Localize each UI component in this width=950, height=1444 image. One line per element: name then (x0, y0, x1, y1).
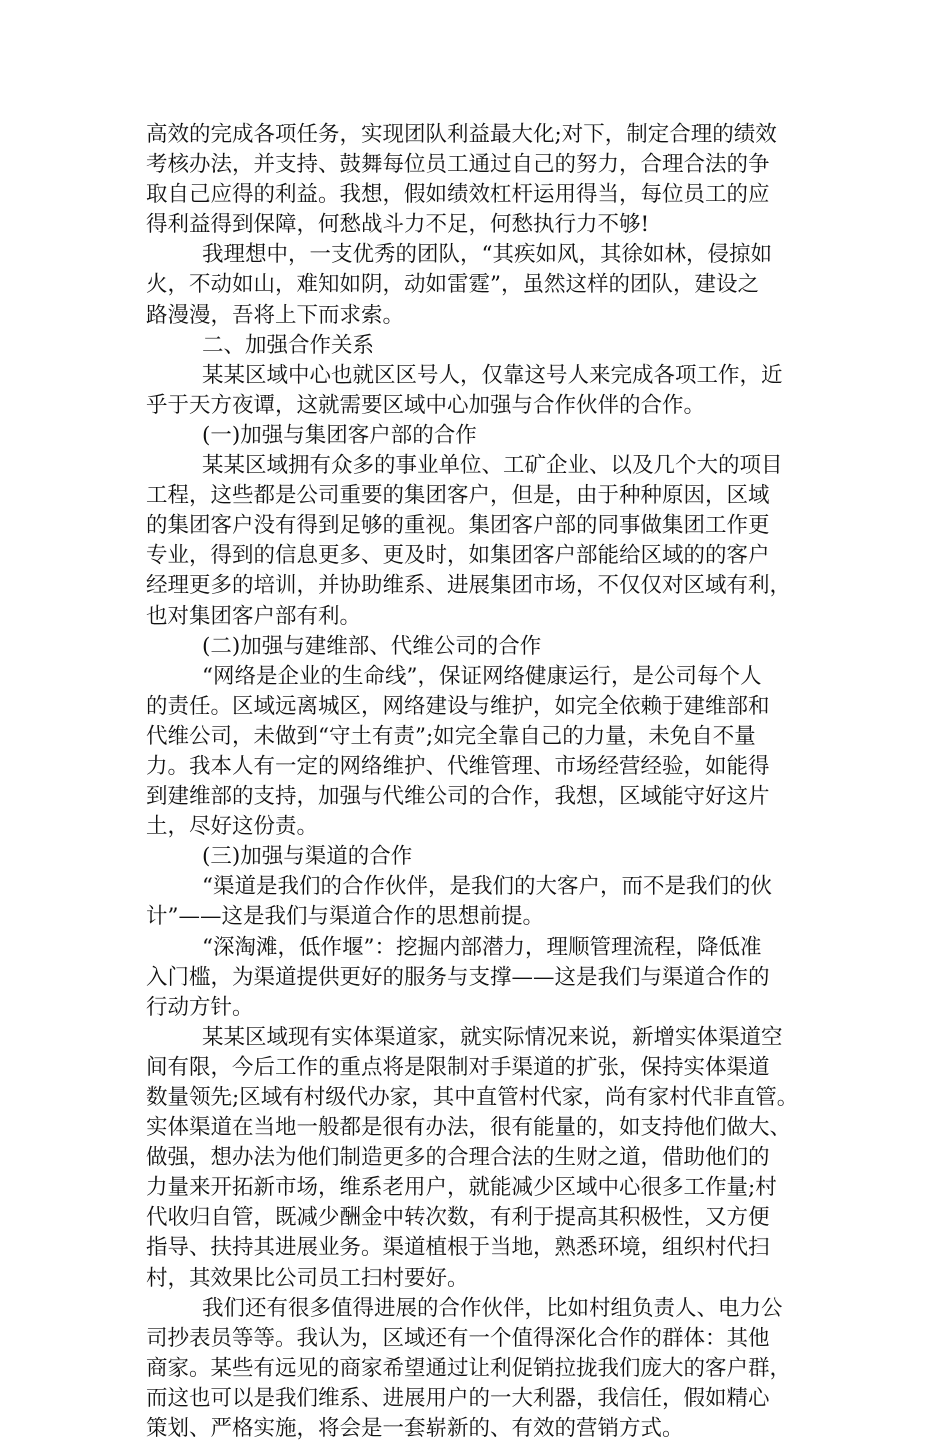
text-line: 工程，这些都是公司重要的集团客户，但是，由于种种原因，区域 (146, 483, 770, 509)
text-line: 的责任。区域远离城区，网络建设与维护，如完全依赖于建维部和 (146, 693, 770, 719)
document-body (146, 120, 820, 1444)
text-line: “深淘滩，低作堰”：挖掘内部潜力，理顺管理流程，降低准 (202, 934, 762, 960)
text-line: 商家。某些有远见的商家希望通过让利促销拉拢我们庞大的客户群， (146, 1355, 792, 1381)
text-line: 计”——这是我们与渠道合作的思想前提。 (146, 904, 544, 930)
text-line: 得利益得到保障，何愁战斗力不足，何愁执行力不够! (146, 212, 650, 238)
text-line: 力量来开拓新市场，维系老用户，就能减少区域中心很多工作量;村 (146, 1175, 777, 1201)
text-line: 考核办法，并支持、鼓舞每位员工通过自己的努力，合理合法的争 (146, 152, 770, 178)
text-line: 某某区域现有实体渠道家，就实际情况来说，新增实体渠道空 (202, 1024, 783, 1050)
text-line: 间有限，今后工作的重点将是限制对手渠道的扩张，保持实体渠道 (146, 1054, 770, 1080)
text-line: 策划、严格实施，将会是一套崭新的、有效的营销方式。 (146, 1416, 684, 1442)
text-line: “网络是企业的生命线”，保证网络健康运行，是公司每个人 (202, 663, 762, 689)
text-line: 经理更多的培训，并协助维系、进展集团市场，不仅仅对区域有利， (146, 573, 792, 599)
text-line: 司抄表员等等。我认为，区域还有一个值得深化合作的群体：其他 (146, 1325, 770, 1351)
text-line: 高效的完成各项任务，实现团队利益最大化;对下，制定合理的绩效 (146, 122, 777, 147)
text-line: “渠道是我们的合作伙伴，是我们的大客户，而不是我们的伙 (202, 874, 772, 900)
text-line: 入门槛，为渠道提供更好的服务与支撑——这是我们与渠道合作的 (146, 964, 770, 990)
text-line: 行动方针。 (146, 994, 254, 1020)
text-line: 村，其效果比公司员工扫村要好。 (146, 1265, 469, 1291)
text-line: 专业，得到的信息更多、更及时，如集团客户部能给区域的的客户 (146, 543, 770, 569)
text-line: 也对集团客户部有利。 (146, 603, 362, 629)
text-line: 做强，想办法为他们制造更多的合理合法的生财之道，借助他们的 (146, 1145, 770, 1171)
text-line: 某某区域拥有众多的事业单位、工矿企业、以及几个大的项目 (202, 453, 783, 479)
text-line: 火，不动如山，难知如阴，动如雷霆”，虽然这样的团队，建设之 (146, 272, 759, 298)
text-line: 我们还有很多值得进展的合作伙伴，比如村组负责人、电力公 (202, 1295, 783, 1321)
text-line: 指导、扶持其进展业务。渠道植根于当地，熟悉环境，组织村代扫 (146, 1235, 770, 1261)
text-line: 代维公司，未做到“守土有责”;如完全靠自己的力量，未免自不量 (146, 723, 756, 749)
text-line: 实体渠道在当地一般都是很有办法，很有能量的，如支持他们做大、 (146, 1115, 792, 1141)
text-line: 而这也可以是我们维系、进展用户的一大利器，我信任，假如精心 (146, 1385, 770, 1411)
text-line: 二、加强合作关系 (202, 332, 375, 358)
text-line: 的集团客户没有得到足够的重视。集团客户部的同事做集团工作更 (146, 513, 770, 539)
text-line: 取自己应得的利益。我想，假如绩效杠杆运用得当，每位员工的应 (146, 182, 770, 208)
text-line: 数量领先;区域有村级代办家，其中直管村代家，尚有家村代非直管。 (146, 1085, 799, 1110)
text-line: (二)加强与建维部、代维公司的合作 (202, 633, 542, 659)
text-line: 土，尽好这份责。 (146, 814, 319, 840)
text-line: 路漫漫，吾将上下而求索。 (146, 302, 405, 328)
text-line: 到建维部的支持，加强与代维公司的合作，我想，区域能守好这片 (146, 784, 770, 810)
text-line: 乎于天方夜谭，这就需要区域中心加强与合作伙伴的合作。 (146, 392, 706, 418)
text-line: 力。我本人有一定的网络维护、代维管理、市场经营经验，如能得 (146, 753, 770, 779)
text-line: 某某区域中心也就区区号人，仅靠这号人来完成各项工作，近 (202, 362, 783, 388)
text-line: (三)加强与渠道的合作 (202, 844, 413, 870)
text-line: 代收归自管，既减少酬金中转次数，有利于提高其积极性，又方便 (146, 1205, 770, 1231)
text-line: (一)加强与集团客户部的合作 (202, 422, 477, 448)
text-line: 我理想中，一支优秀的团队，“其疾如风，其徐如林，侵掠如 (202, 242, 772, 268)
